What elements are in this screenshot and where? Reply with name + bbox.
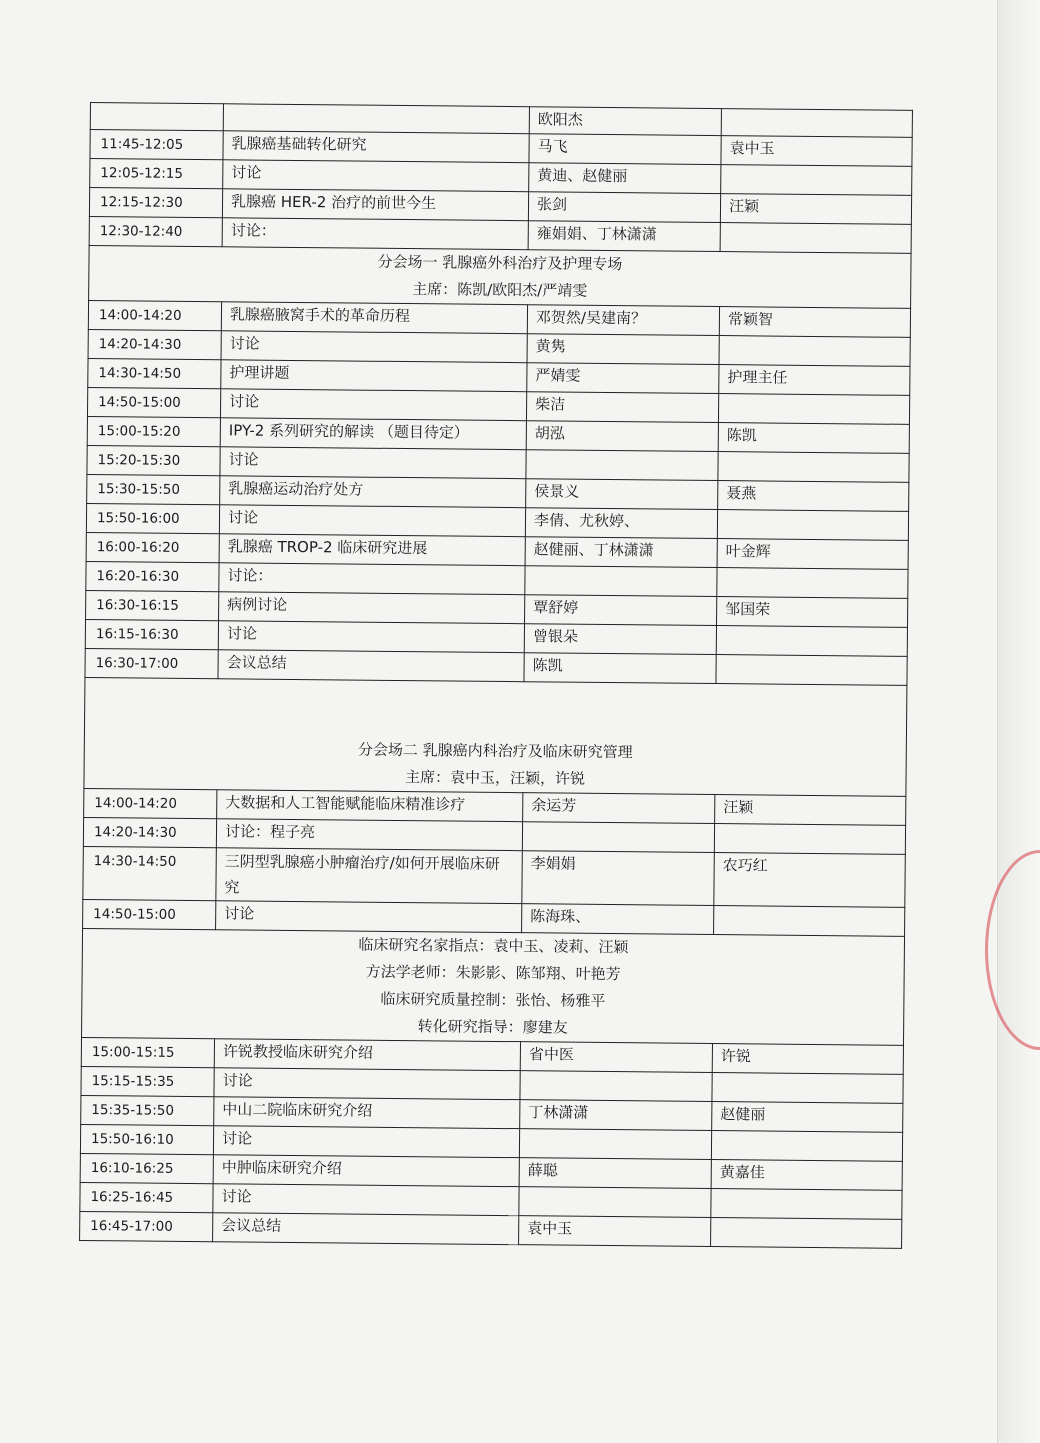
topic-cell: 讨论	[220, 447, 526, 479]
speaker-cell	[525, 566, 717, 597]
host-cell	[711, 1189, 902, 1220]
topic-cell: 乳腺癌 HER-2 治疗的前世今生	[222, 189, 528, 221]
host-cell	[719, 336, 910, 367]
time-cell: 16:30-16:15	[86, 590, 219, 620]
time-cell: 14:00-14:20	[88, 300, 221, 330]
topic-cell: 讨论	[216, 901, 522, 933]
time-cell: 14:30-14:50	[83, 846, 217, 900]
speaker-cell	[522, 822, 714, 853]
speaker-cell: 陈凯	[524, 653, 716, 684]
speaker-cell: 黄隽	[527, 334, 719, 365]
topic-cell: 病例讨论	[219, 592, 525, 624]
time-cell: 14:20-14:30	[88, 329, 221, 359]
session1-title: 分会场一 乳腺癌外科治疗及护理专场	[377, 252, 623, 274]
speaker-cell	[520, 1071, 712, 1102]
topic-cell: 乳腺癌 TROP-2 临床研究进展	[219, 534, 525, 566]
speaker-cell: 胡泓	[526, 421, 718, 452]
host-cell: 汪颖	[715, 795, 906, 826]
speaker-cell: 曾银朵	[524, 624, 716, 655]
topic-cell	[223, 104, 529, 134]
host-cell: 叶金辉	[717, 539, 908, 570]
topic-cell: 会议总结	[213, 1213, 519, 1245]
speaker-cell: 邓贺然/吴建南？	[527, 305, 719, 336]
topic-cell: 乳腺癌腋窝手术的革命历程	[221, 302, 527, 334]
time-cell: 16:45-17:00	[80, 1211, 213, 1241]
host-cell	[714, 906, 905, 937]
host-cell	[716, 655, 907, 686]
time-cell: 12:30-12:40	[89, 216, 222, 246]
speaker-cell: 李倩、尤秋婷、	[525, 508, 717, 539]
topic-cell: 护理讲题	[221, 360, 527, 392]
topic-cell: 三阴型乳腺癌小肿瘤治疗/如何开展临床研究	[216, 848, 522, 904]
session1-header-row	[89, 245, 911, 308]
speaker-cell: 余运芳	[523, 793, 715, 824]
time-cell: 14:30-14:50	[88, 358, 221, 388]
experts-block	[82, 928, 905, 1045]
speaker-cell: 李娟娟	[522, 851, 714, 906]
host-cell	[714, 824, 905, 855]
topic-cell: 许锐教授临床研究介绍	[214, 1039, 520, 1071]
host-cell: 黄嘉佳	[711, 1160, 902, 1191]
host-cell	[721, 109, 912, 138]
host-cell	[712, 1073, 903, 1104]
host-cell	[716, 626, 907, 657]
time-cell: 15:50-16:00	[86, 503, 219, 533]
host-cell	[717, 568, 908, 599]
host-cell: 护理主任	[719, 365, 910, 396]
session1-header	[89, 245, 911, 308]
host-cell	[718, 452, 909, 483]
experts-line: 临床研究质量控制：张怡、杨雅平	[380, 989, 606, 1010]
time-cell: 12:05-12:15	[90, 159, 223, 189]
speaker-cell: 丁林潇潇	[520, 1100, 712, 1131]
host-cell: 农巧红	[714, 853, 906, 908]
session1-chairs: 主席：陈凯/欧阳杰/严靖雯	[412, 280, 588, 300]
topic-cell: 讨论	[218, 621, 524, 653]
topic-cell: 讨论	[223, 160, 529, 192]
experts-line: 转化研究指导：廖建友	[417, 1017, 568, 1037]
schedule-row	[83, 846, 905, 907]
session2-title: 分会场二 乳腺癌内科治疗及临床研究管理	[357, 740, 633, 762]
time-cell: 15:15-15:35	[81, 1066, 214, 1096]
host-cell	[720, 223, 911, 254]
speaker-cell	[526, 450, 718, 481]
time-cell: 14:50-15:00	[83, 899, 216, 929]
time-cell: 15:35-15:50	[81, 1095, 214, 1125]
speaker-cell	[519, 1187, 711, 1218]
speaker-cell: 马飞	[529, 134, 721, 165]
host-cell	[718, 394, 909, 425]
page-edge	[997, 0, 1040, 1443]
time-cell: 16:00-16:20	[86, 532, 219, 562]
speaker-cell: 欧阳杰	[529, 107, 721, 136]
topic-cell: 讨论	[219, 505, 525, 537]
speaker-cell: 省中医	[520, 1042, 712, 1073]
time-cell: 12:15-12:30	[89, 188, 222, 218]
experts-line: 方法学老师：朱影影、陈邹翔、叶艳芳	[365, 962, 621, 984]
time-cell: 14:20-14:30	[83, 817, 216, 847]
speaker-cell: 袁中玉	[519, 1216, 711, 1247]
experts-line: 临床研究名家指点：袁中玉、凌莉、汪颖	[358, 935, 629, 957]
speaker-cell: 黄迪、赵健丽	[529, 163, 721, 194]
topic-cell: 乳腺癌运动治疗处方	[220, 476, 526, 508]
time-cell: 16:15-16:30	[85, 619, 218, 649]
session2-header	[84, 677, 907, 796]
time-cell: 15:50-16:10	[80, 1124, 213, 1154]
schedule-sheet	[79, 102, 912, 1249]
host-cell	[717, 510, 908, 541]
speaker-cell: 柴洁	[526, 392, 718, 423]
speaker-cell: 赵健丽、丁林潇潇	[525, 537, 717, 568]
topic-cell: 中山二院临床研究介绍	[214, 1097, 520, 1129]
topic-cell: 乳腺癌基础转化研究	[223, 131, 529, 163]
speaker-cell	[519, 1129, 711, 1160]
speaker-cell: 张剑	[528, 192, 720, 223]
time-cell: 15:20-15:30	[87, 445, 220, 475]
speaker-cell: 雍娟娟、丁林潇潇	[528, 221, 720, 252]
time-cell: 11:45-12:05	[90, 130, 223, 160]
host-cell: 许锐	[712, 1044, 903, 1075]
session2-header-row	[84, 677, 907, 796]
time-cell: 15:00-15:20	[87, 416, 220, 446]
host-cell: 常颖智	[719, 307, 910, 338]
time-cell: 15:00-15:15	[81, 1037, 214, 1067]
time-cell: 14:50-15:00	[87, 387, 220, 417]
host-cell	[711, 1218, 902, 1249]
speaker-cell: 侯景义	[526, 479, 718, 510]
host-cell	[721, 165, 912, 196]
topic-cell: 讨论：	[219, 563, 525, 595]
speaker-cell: 薛聪	[519, 1158, 711, 1189]
time-cell: 15:30-15:50	[87, 474, 220, 504]
host-cell: 汪颖	[720, 194, 911, 225]
topic-cell: 讨论：	[222, 218, 528, 250]
host-cell	[711, 1131, 902, 1162]
topic-cell: 讨论	[220, 389, 526, 421]
time-cell: 16:30-17:00	[85, 648, 218, 678]
time-cell: 16:25-16:45	[80, 1182, 213, 1212]
host-cell: 袁中玉	[721, 136, 912, 167]
topic-cell: 讨论	[213, 1126, 519, 1158]
topic-cell: 讨论：程子亮	[216, 819, 522, 851]
time-cell	[90, 103, 223, 131]
host-cell: 聂燕	[718, 481, 909, 512]
host-cell: 赵健丽	[712, 1102, 903, 1133]
red-seal-stamp	[985, 850, 1040, 1050]
topic-cell: 中肿临床研究介绍	[213, 1155, 519, 1187]
topic-cell: 讨论	[213, 1184, 519, 1216]
topic-cell: 讨论	[214, 1068, 520, 1100]
time-cell: 14:00-14:20	[84, 788, 217, 818]
topic-cell: IPY-2 系列研究的解读 （题目待定）	[220, 418, 526, 450]
time-cell: 16:20-16:30	[86, 561, 219, 591]
topic-cell: 会议总结	[218, 650, 524, 682]
topic-cell: 大数据和人工智能赋能临床精准诊疗	[217, 790, 523, 822]
speaker-cell: 陈海珠、	[522, 904, 714, 935]
session2-chairs: 主席：袁中玉，汪颖，许锐	[404, 768, 586, 788]
topic-cell: 讨论	[221, 331, 527, 363]
host-cell: 陈凯	[718, 423, 909, 454]
speaker-cell: 严婧雯	[527, 363, 719, 394]
blank-gap	[85, 678, 906, 742]
schedule-table	[79, 102, 913, 1249]
host-cell: 邹国荣	[717, 597, 908, 628]
experts-row	[82, 928, 905, 1045]
time-cell: 16:10-16:25	[80, 1153, 213, 1183]
speaker-cell: 覃舒婷	[525, 595, 717, 626]
